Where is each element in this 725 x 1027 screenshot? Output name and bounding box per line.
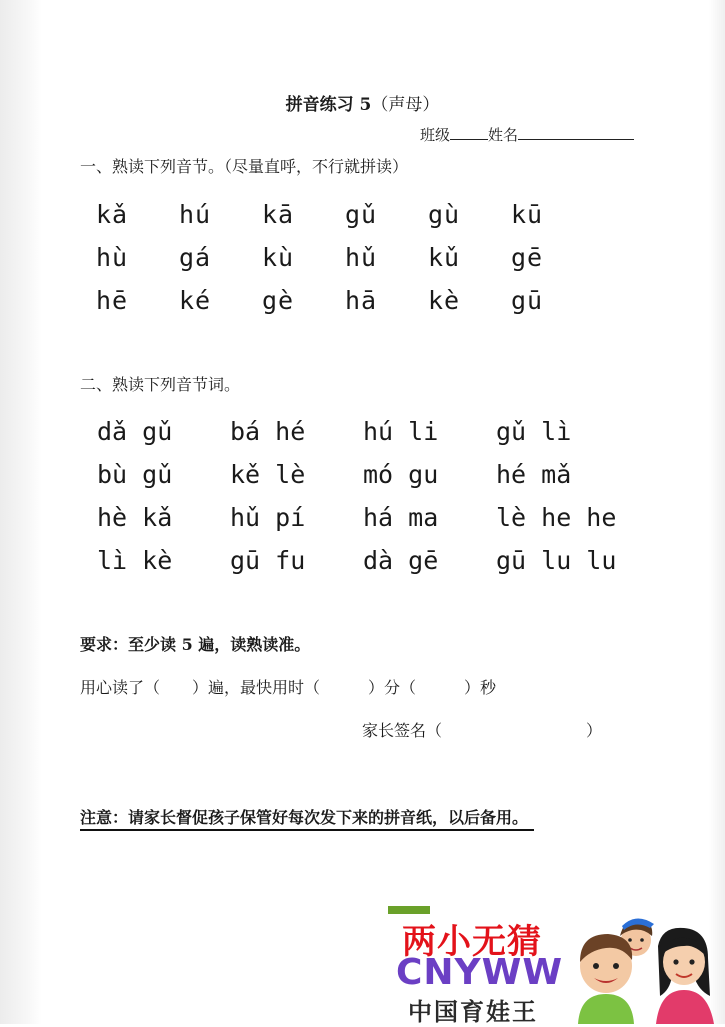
syllable-grid (96, 193, 594, 322)
syllable: kā (262, 200, 295, 229)
syllable: hā (345, 286, 378, 315)
syllable: kū (511, 200, 544, 229)
syllable-row (96, 193, 594, 236)
pinyin-word: mó gu (363, 460, 439, 489)
syllable-row (96, 236, 594, 279)
word-grid (97, 410, 629, 582)
class-blank[interactable] (450, 125, 488, 140)
logo-accent-bar (388, 906, 430, 914)
logo-line-2: CNYWW (396, 952, 564, 993)
syllable: gū (511, 286, 544, 315)
word-row (97, 453, 629, 496)
pinyin-word: gǔ lì (496, 417, 572, 446)
word-row (97, 496, 629, 539)
syllable: ké (179, 286, 212, 315)
class-label: 班级 (420, 126, 451, 144)
pinyin-word: gū lu lu (496, 546, 617, 575)
syllable: gè (262, 286, 295, 315)
pinyin-word: hǔ pí (230, 503, 306, 532)
worksheet-title (0, 90, 725, 115)
reading-record-line: 用心读了（ ）遍，最快用时（ ）分（ ）秒 (80, 678, 497, 697)
pinyin-word: hé mǎ (496, 460, 572, 489)
pinyin-word: bá hé (230, 417, 306, 446)
section2-heading: 二、熟读下列音节词。 (80, 375, 241, 394)
name-label: 姓名 (488, 126, 519, 144)
pinyin-word: lì kè (97, 546, 173, 575)
syllable: hú (179, 200, 212, 229)
pinyin-word: dǎ gǔ (97, 417, 173, 446)
pinyin-word: hè kǎ (97, 503, 173, 532)
title-main: 拼音练习 5 (285, 95, 372, 115)
syllable: kè (428, 286, 461, 315)
pinyin-word: gū fu (230, 546, 306, 575)
name-blank[interactable] (518, 125, 634, 140)
pinyin-word: hú li (363, 417, 439, 446)
pinyin-word: lè he he (496, 503, 617, 532)
syllable: kǔ (428, 243, 461, 272)
syllable: hē (96, 286, 129, 315)
pinyin-word: kě lè (230, 460, 306, 489)
syllable: hù (96, 243, 129, 272)
section1-heading: 一、熟读下列音节。（尽量直呼，不行就拼读） (80, 157, 409, 176)
syllable: gǔ (345, 200, 378, 229)
requirement-text: 要求：至少读 5 遍，读熟读准。 (80, 635, 311, 654)
title-sub: （声母） (371, 95, 440, 115)
cartoon-kids-icon (574, 906, 725, 1024)
syllable: gá (179, 243, 212, 272)
parent-signature-line: 家长签名（ ） (362, 721, 603, 740)
class-name-line (420, 124, 634, 145)
notice-text: 注意：请家长督促孩子保管好每次发下来的拼音纸，以后备用。 (80, 805, 534, 831)
word-row (97, 539, 629, 582)
syllable: hǔ (345, 243, 378, 272)
syllable: kù (262, 243, 295, 272)
pinyin-word: dà gē (363, 546, 439, 575)
syllable-row (96, 279, 594, 322)
pinyin-word: bù gǔ (97, 460, 173, 489)
brand-logo (386, 906, 725, 1024)
syllable: gē (511, 243, 544, 272)
pinyin-word: há ma (363, 503, 439, 532)
page-shadow-left (0, 0, 42, 1024)
word-row (97, 410, 629, 453)
logo-line-1: 两小无猜 (402, 922, 542, 962)
page-shadow-right (709, 0, 725, 1024)
syllable: gù (428, 200, 461, 229)
syllable: kǎ (96, 200, 129, 229)
logo-line-3: 中国育娃王 (408, 998, 538, 1026)
